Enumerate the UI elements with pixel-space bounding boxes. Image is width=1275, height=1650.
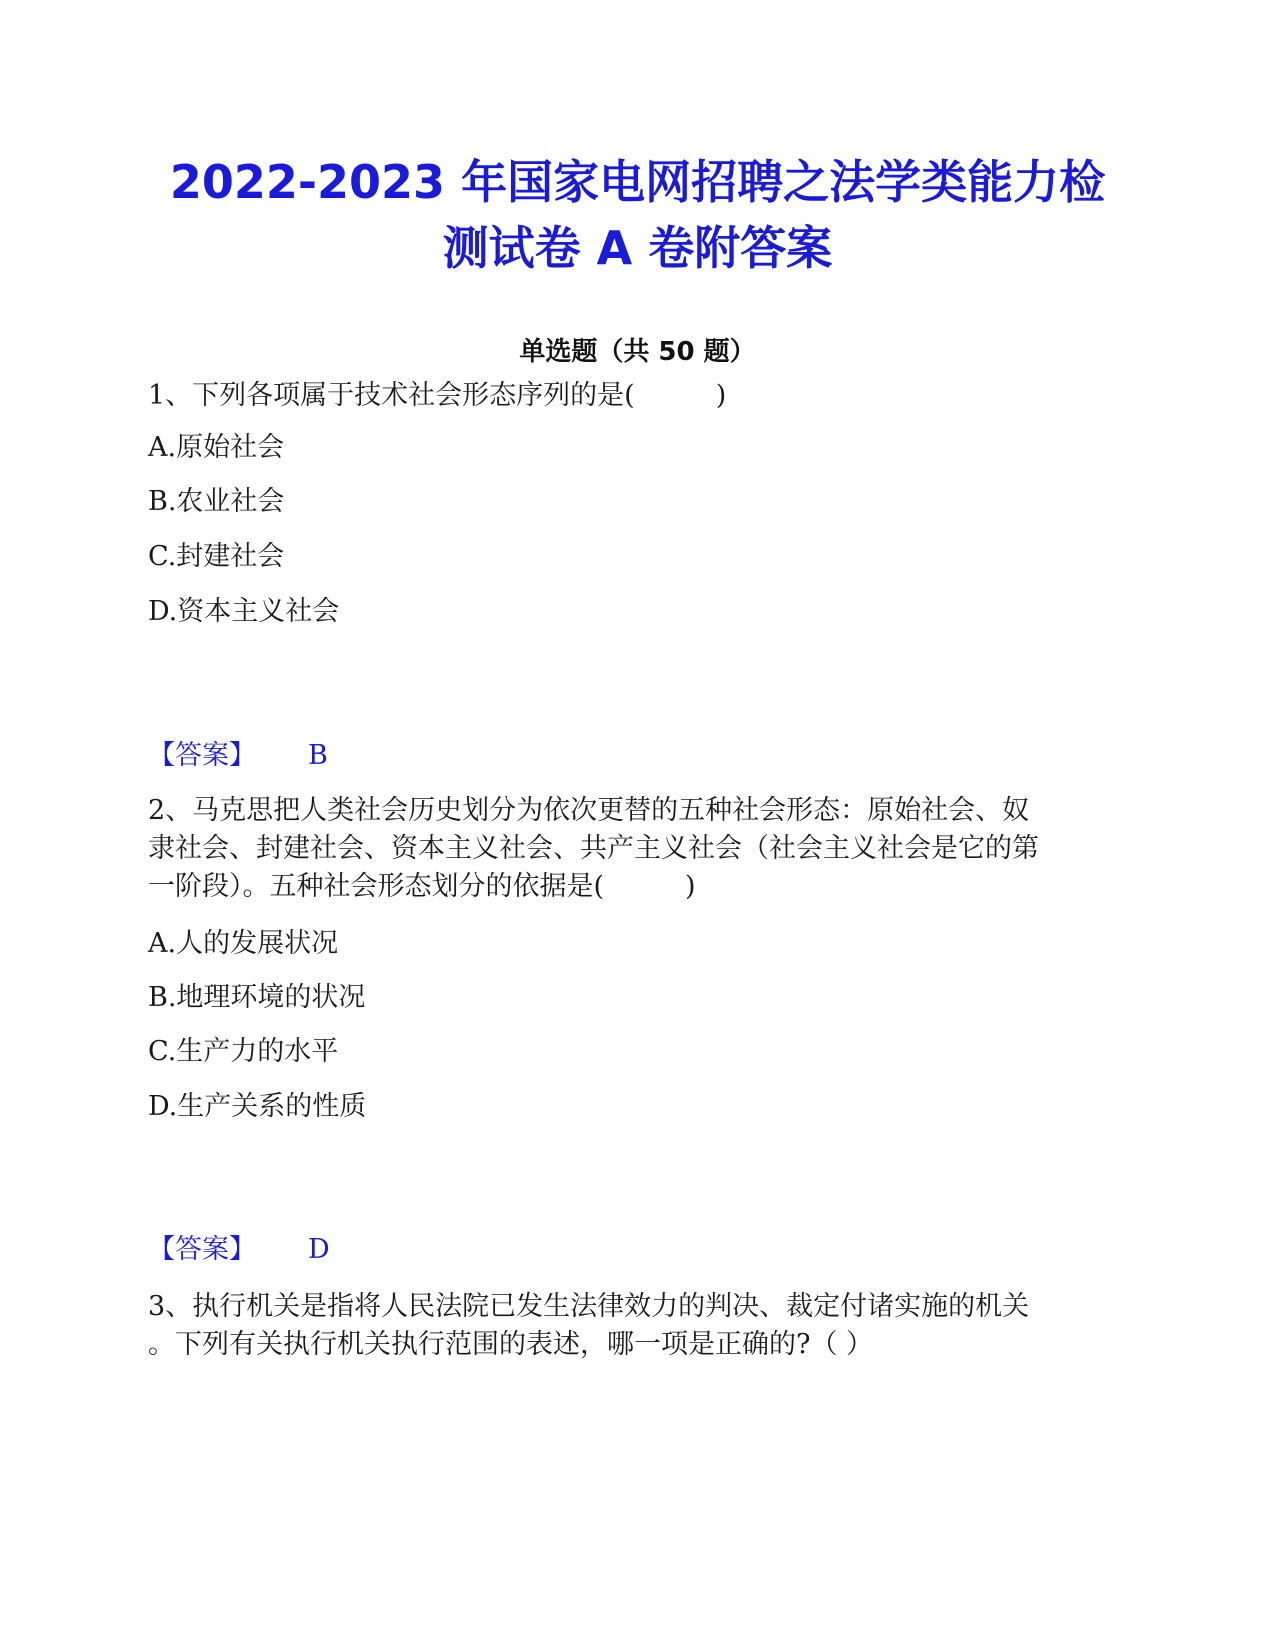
question-3-stem-line-1: 3、执行机关是指将人民法院已发生法律效力的判决、裁定付诸实施的机关	[148, 1291, 1030, 1322]
question-1-option-d: D.资本主义社会	[148, 596, 340, 627]
question-1-option-c: C.封建社会	[148, 541, 285, 572]
answer-label: 【答案】	[148, 740, 256, 771]
document-title-line-2: 测试卷 A 卷附答案	[442, 221, 833, 275]
answer-value: B	[308, 740, 328, 771]
question-2-option-d: D.生产关系的性质	[148, 1091, 367, 1122]
question-2-stem-line-3: 一阶段）。五种社会形态划分的依据是( )	[148, 871, 696, 902]
question-1-stem: 1、下列各项属于技术社会形态序列的是( )	[148, 380, 727, 411]
question-1-option-b: B.农业社会	[148, 486, 285, 517]
question-1-answer	[148, 736, 328, 776]
question-2-answer	[148, 1230, 330, 1270]
answer-label: 【答案】	[148, 1234, 256, 1265]
document-title-line-1: 2022-2023 年国家电网招聘之法学类能力检	[169, 155, 1106, 209]
question-1-option-a: A.原始社会	[148, 432, 285, 463]
answer-value: D	[308, 1234, 330, 1265]
question-2-option-b: B.地理环境的状况	[148, 982, 366, 1013]
question-3-stem-line-2: 。下列有关执行机关执行范围的表述，哪一项是正确的?（ ）	[148, 1329, 874, 1360]
section-heading: 单选题（共 50 题）	[519, 337, 756, 367]
question-2-stem-line-1: 2、马克思把人类社会历史划分为依次更替的五种社会形态：原始社会、奴	[148, 795, 1030, 826]
question-2-option-a: A.人的发展状况	[148, 928, 339, 959]
question-2-stem-line-2: 隶社会、封建社会、资本主义社会、共产主义社会（社会主义社会是它的第	[148, 833, 1039, 864]
question-2-option-c: C.生产力的水平	[148, 1036, 339, 1067]
